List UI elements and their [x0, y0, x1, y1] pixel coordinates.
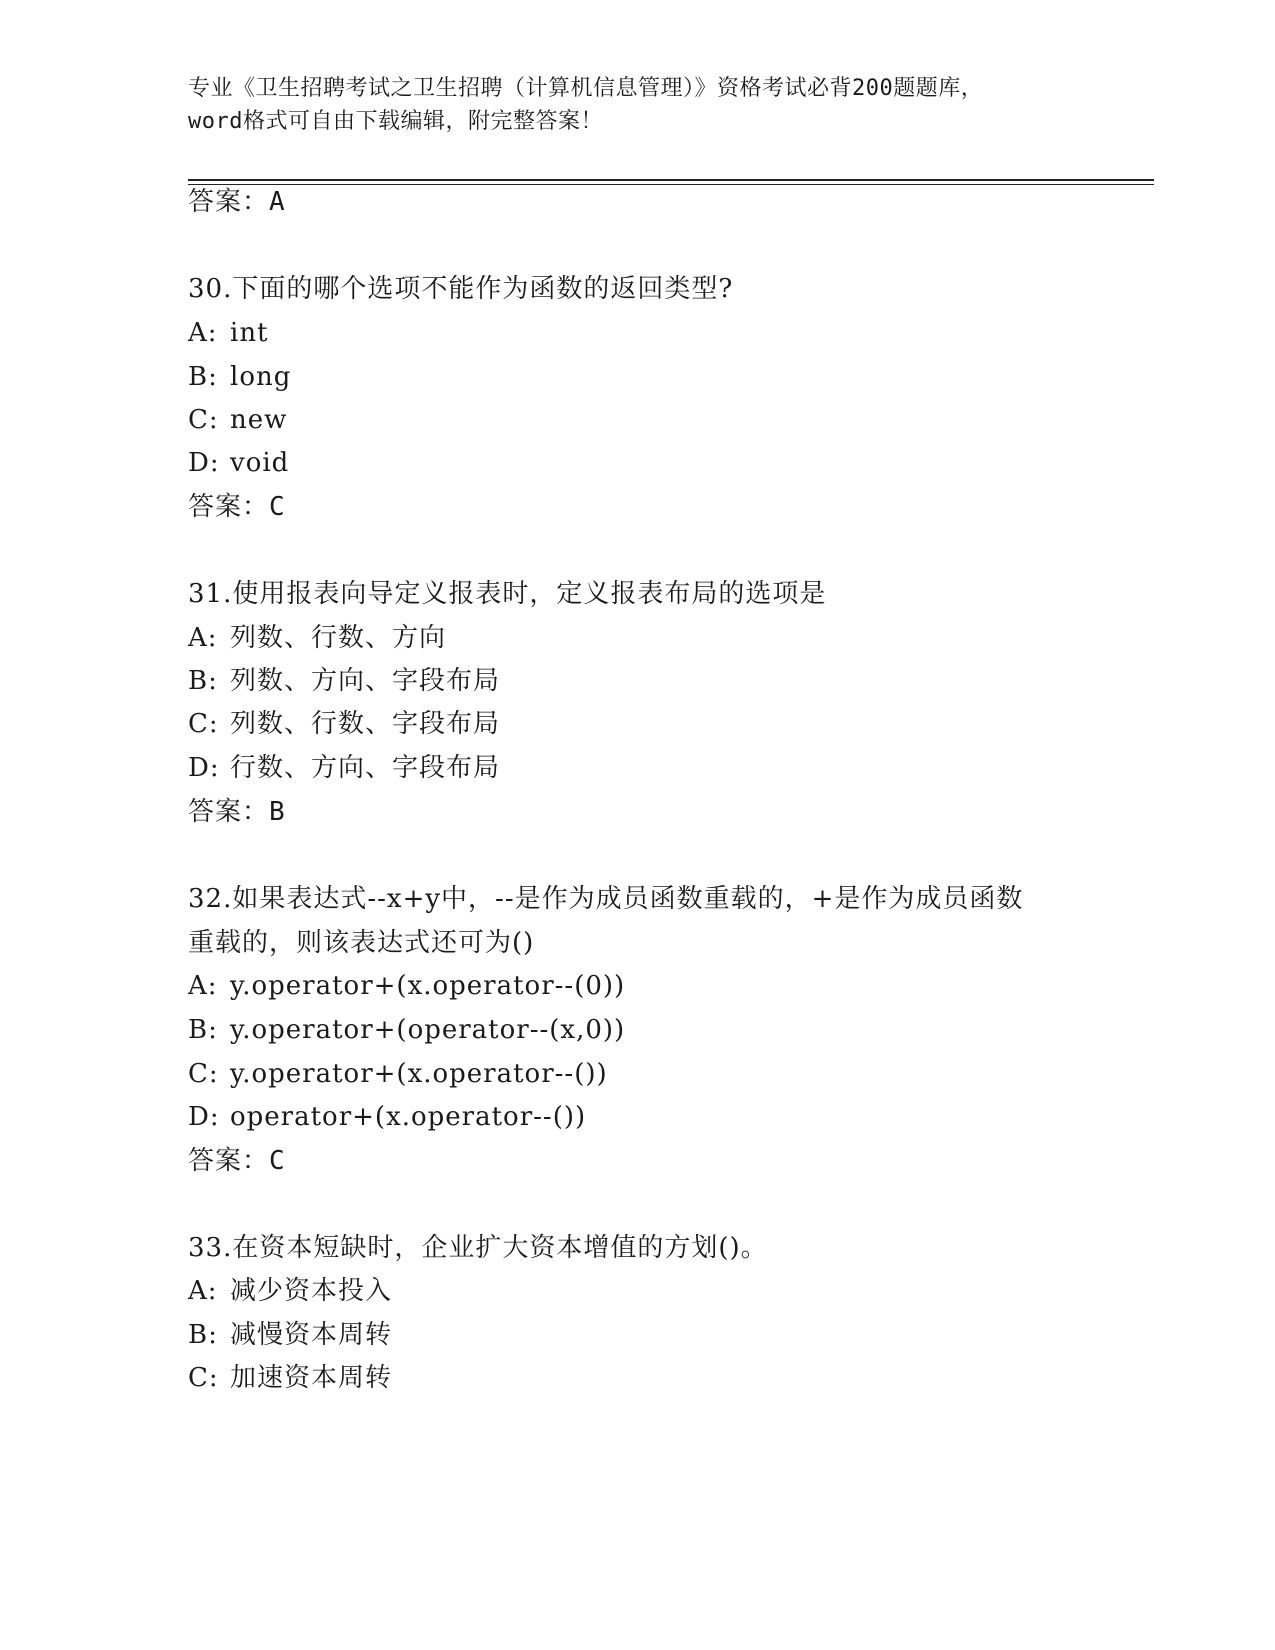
answer-q32 — [188, 1143, 286, 1179]
answer-prefix: 答案： — [188, 797, 270, 827]
question-32-option-b — [188, 1012, 1088, 1048]
option-label: C: — [188, 709, 219, 739]
option-text: operator+(x.operator--()) — [230, 1102, 587, 1132]
question-31-stem: 31.使用报表向导定义报表时，定义报表布局的选项是 — [188, 579, 827, 609]
question-33-option-c — [188, 1360, 1088, 1396]
question-33-option-a — [188, 1273, 1088, 1309]
option-text: y.operator+(x.operator--()) — [230, 1059, 608, 1089]
question-31-option-b — [188, 663, 1088, 699]
option-label: B: — [188, 666, 218, 696]
option-label: B: — [188, 1320, 218, 1350]
option-text: 行数、方向、字段布局 — [230, 753, 501, 783]
question-32-option-c — [188, 1056, 1088, 1092]
option-text: long — [230, 362, 292, 392]
question-30-option-a — [188, 315, 1088, 351]
question-32-stem-line-2: 重载的，则该表达式还可为() — [188, 928, 535, 958]
question-30-option-c — [188, 402, 1088, 438]
question-31-option-a — [188, 620, 1088, 656]
option-text: void — [230, 448, 290, 478]
question-30-option-d — [188, 445, 1088, 481]
option-label: A: — [188, 971, 218, 1001]
answer-letter: C — [269, 492, 286, 522]
answer-q29 — [188, 184, 286, 220]
answer-prefix: 答案： — [188, 492, 270, 522]
question-31-option-c — [188, 706, 1088, 742]
answer-prefix: 答案： — [188, 187, 270, 217]
question-30-option-b — [188, 359, 1088, 395]
answer-letter: B — [269, 797, 286, 827]
answer-letter: A — [269, 187, 286, 217]
question-31-option-d — [188, 750, 1088, 786]
option-label: B: — [188, 362, 218, 392]
option-label: D: — [188, 1102, 220, 1132]
option-label: C: — [188, 405, 219, 435]
option-text: y.operator+(operator--(x,0)) — [230, 1015, 626, 1045]
question-32-stem-line-1: 32.如果表达式--x+y中，--是作为成员函数重载的，+是作为成员函数 — [188, 884, 1024, 914]
option-text: 减慢资本周转 — [230, 1320, 393, 1350]
option-label: A: — [188, 318, 218, 348]
option-text: 列数、行数、字段布局 — [230, 709, 501, 739]
document-header — [188, 72, 1088, 138]
question-33-option-b — [188, 1317, 1088, 1353]
option-text: 列数、方向、字段布局 — [230, 666, 501, 696]
option-text: int — [230, 318, 269, 348]
header-rule-thin — [188, 184, 1154, 185]
option-label: D: — [188, 753, 220, 783]
option-label: C: — [188, 1363, 219, 1393]
option-text: 减少资本投入 — [230, 1276, 393, 1306]
option-label: C: — [188, 1059, 219, 1089]
option-label: A: — [188, 1276, 218, 1306]
option-text: new — [230, 405, 288, 435]
answer-prefix: 答案： — [188, 1146, 270, 1176]
question-30-stem: 30.下面的哪个选项不能作为函数的返回类型? — [188, 274, 734, 304]
question-32-option-a — [188, 968, 1088, 1004]
option-label: A: — [188, 623, 218, 653]
option-text: y.operator+(x.operator--(0)) — [230, 971, 626, 1001]
answer-letter: C — [269, 1146, 286, 1176]
header-line-2: word格式可自由下载编辑，附完整答案！ — [188, 109, 603, 134]
answer-q31 — [188, 794, 286, 830]
option-text: 加速资本周转 — [230, 1363, 393, 1393]
question-32-option-d — [188, 1099, 1088, 1135]
header-rule-thick — [188, 179, 1154, 181]
option-label: D: — [188, 448, 220, 478]
question-33-stem: 33.在资本短缺时，企业扩大资本增值的方划()。 — [188, 1233, 768, 1263]
option-text: 列数、行数、方向 — [230, 623, 447, 653]
header-line-1: 专业《卫生招聘考试之卫生招聘（计算机信息管理）》资格考试必背200题题库， — [188, 76, 984, 101]
answer-q30 — [188, 489, 286, 525]
option-label: B: — [188, 1015, 218, 1045]
